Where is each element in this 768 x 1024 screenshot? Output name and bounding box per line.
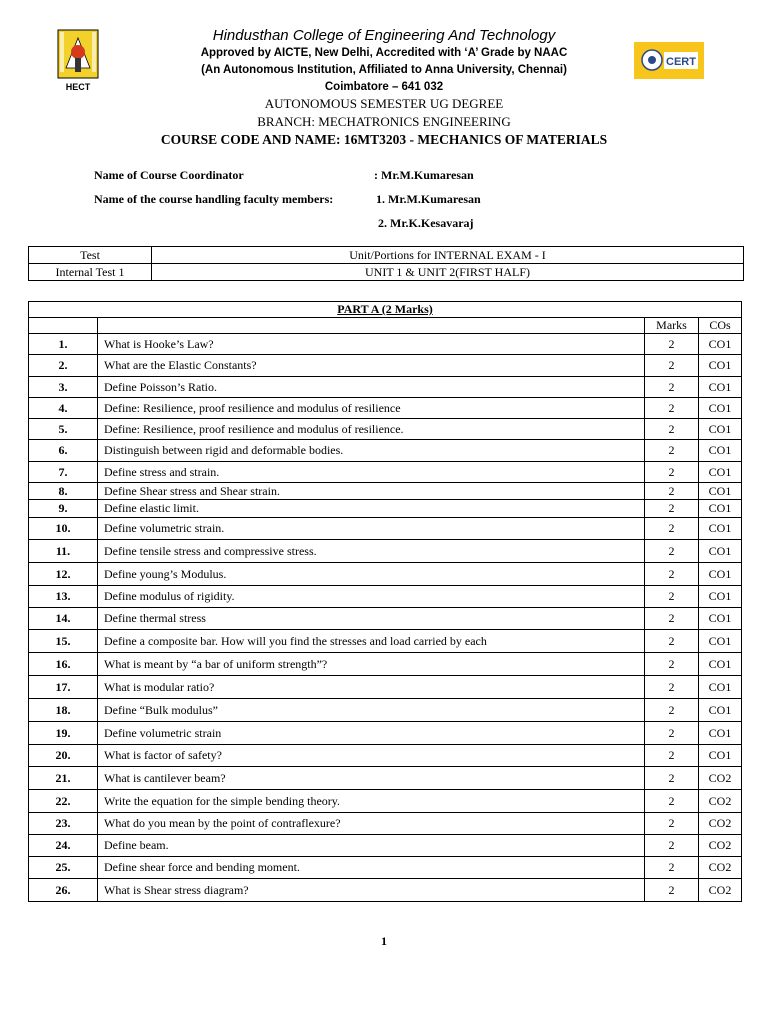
question-marks: 2 (645, 500, 699, 518)
faculty-1: 1. Mr.M.Kumaresan (376, 192, 481, 206)
question-co: CO1 (699, 398, 742, 419)
question-co: CO1 (699, 462, 742, 483)
question-marks: 2 (645, 518, 699, 540)
question-co: CO1 (699, 699, 742, 722)
question-text: What is Hooke’s Law? (98, 334, 645, 355)
question-row (29, 355, 742, 377)
question-marks: 2 (645, 745, 699, 767)
question-text: Define volumetric strain (98, 722, 645, 745)
question-row (29, 699, 742, 722)
question-row (29, 630, 742, 653)
test-header: Test (29, 247, 152, 264)
question-number: 23. (29, 813, 98, 835)
question-row (29, 767, 742, 790)
question-number: 4. (29, 398, 98, 419)
question-text: Define volumetric strain. (98, 518, 645, 540)
question-row (29, 540, 742, 563)
question-marks: 2 (645, 563, 699, 586)
question-co: CO1 (699, 377, 742, 398)
question-marks: 2 (645, 334, 699, 355)
cos-header: COs (699, 318, 742, 334)
question-marks: 2 (645, 722, 699, 745)
question-row (29, 835, 742, 857)
question-text: Define Poisson’s Ratio. (98, 377, 645, 398)
approval-line: Approved by AICTE, New Delhi, Accredited with ‘A’ Grade by NAAC (200, 47, 568, 59)
question-text: Define: Resilience, proof resilience and modulus of resilience. (98, 419, 645, 440)
question-number: 20. (29, 745, 98, 767)
question-marks: 2 (645, 790, 699, 813)
question-number: 11. (29, 540, 98, 563)
question-text: Define Shear stress and Shear strain. (98, 483, 645, 500)
test-table (28, 246, 744, 281)
question-marks: 2 (645, 813, 699, 835)
question-text: What is meant by “a bar of uniform strength”? (98, 653, 645, 676)
logo-text: HECT (65, 82, 91, 92)
question-co: CO1 (699, 440, 742, 462)
question-marks: 2 (645, 835, 699, 857)
question-marks: 2 (645, 767, 699, 790)
page-number: 1 (381, 934, 387, 948)
question-text: Define modulus of rigidity. (98, 586, 645, 608)
question-co: CO2 (699, 879, 742, 902)
coordinator-label: Name of Course Coordinator (94, 168, 244, 182)
question-number: 10. (29, 518, 98, 540)
question-number: 21. (29, 767, 98, 790)
question-co: CO1 (699, 518, 742, 540)
question-number: 25. (29, 857, 98, 879)
question-co: CO1 (699, 586, 742, 608)
question-marks: 2 (645, 540, 699, 563)
question-text: Define a composite bar. How will you find the stresses and load carried by each (98, 630, 645, 653)
question-text: Define tensile stress and compressive stress. (98, 540, 645, 563)
question-row (29, 857, 742, 879)
coordinator-value: : Mr.M.Kumaresan (374, 168, 474, 182)
question-row (29, 398, 742, 419)
question-number: 2. (29, 355, 98, 377)
question-co: CO2 (699, 857, 742, 879)
question-co: CO1 (699, 653, 742, 676)
question-text: Define young’s Modulus. (98, 563, 645, 586)
question-text: What is factor of safety? (98, 745, 645, 767)
question-co: CO1 (699, 355, 742, 377)
question-row (29, 334, 742, 355)
question-number: 26. (29, 879, 98, 902)
question-marks: 2 (645, 377, 699, 398)
questions-table (28, 301, 742, 902)
question-co: CO2 (699, 813, 742, 835)
question-co: CO1 (699, 500, 742, 518)
question-number: 7. (29, 462, 98, 483)
question-co: CO2 (699, 790, 742, 813)
question-number: 17. (29, 676, 98, 699)
branch-title: BRANCH: MECHATRONICS ENGINEERING (257, 114, 511, 129)
question-text: Define elastic limit. (98, 500, 645, 518)
test-name: Internal Test 1 (29, 264, 152, 281)
question-row (29, 440, 742, 462)
question-marks: 2 (645, 608, 699, 630)
question-co: CO1 (699, 483, 742, 500)
question-text: Define beam. (98, 835, 645, 857)
question-marks: 2 (645, 440, 699, 462)
question-row (29, 879, 742, 902)
question-co: CO1 (699, 563, 742, 586)
question-row (29, 745, 742, 767)
question-number: 8. (29, 483, 98, 500)
faculty-2: 2. Mr.K.Kesavaraj (378, 216, 474, 230)
question-row (29, 518, 742, 540)
question-co: CO1 (699, 540, 742, 563)
question-text: Distinguish between rigid and deformable bodies. (98, 440, 645, 462)
question-row (29, 563, 742, 586)
question-text: Write the equation for the simple bending theory. (98, 790, 645, 813)
question-co: CO2 (699, 767, 742, 790)
test-portions: UNIT 1 & UNIT 2(FIRST HALF) (152, 264, 744, 281)
question-marks: 2 (645, 653, 699, 676)
question-marks: 2 (645, 419, 699, 440)
autonomous-line: (An Autonomous Institution, Affiliated to Anna University, Chennai) (201, 64, 567, 76)
part-a-title: PART A (2 Marks) (29, 302, 742, 318)
question-row (29, 813, 742, 835)
question-marks: 2 (645, 586, 699, 608)
question-number: 24. (29, 835, 98, 857)
question-row (29, 790, 742, 813)
question-number: 14. (29, 608, 98, 630)
question-marks: 2 (645, 630, 699, 653)
question-co: CO2 (699, 835, 742, 857)
question-marks: 2 (645, 462, 699, 483)
college-name: Hindusthan College of Engineering And Technology (212, 27, 556, 44)
question-number: 5. (29, 419, 98, 440)
num-header (29, 318, 98, 334)
question-co: CO1 (699, 722, 742, 745)
course-title: COURSE CODE AND NAME: 16MT3203 - MECHANICS OF MATERIALS (160, 132, 608, 147)
portions-header: Unit/Portions for INTERNAL EXAM - I (152, 247, 744, 264)
question-number: 18. (29, 699, 98, 722)
question-text: What are the Elastic Constants? (98, 355, 645, 377)
question-number: 22. (29, 790, 98, 813)
question-number: 1. (29, 334, 98, 355)
question-row (29, 483, 742, 500)
question-text: What do you mean by the point of contraflexure? (98, 813, 645, 835)
question-co: CO1 (699, 419, 742, 440)
city-line: Coimbatore – 641 032 (324, 81, 444, 93)
question-number: 6. (29, 440, 98, 462)
question-text: What is Shear stress diagram? (98, 879, 645, 902)
cert-text: CERT (666, 56, 696, 68)
question-marks: 2 (645, 355, 699, 377)
question-text: Define: Resilience, proof resilience and modulus of resilience (98, 398, 645, 419)
question-marks: 2 (645, 699, 699, 722)
question-row (29, 608, 742, 630)
question-number: 16. (29, 653, 98, 676)
question-row (29, 586, 742, 608)
question-co: CO1 (699, 745, 742, 767)
question-row (29, 722, 742, 745)
question-number: 9. (29, 500, 98, 518)
question-co: CO1 (699, 334, 742, 355)
question-co: CO1 (699, 630, 742, 653)
question-row (29, 462, 742, 483)
question-number: 19. (29, 722, 98, 745)
question-row (29, 653, 742, 676)
question-text: What is cantilever beam? (98, 767, 645, 790)
question-number: 15. (29, 630, 98, 653)
question-co: CO1 (699, 676, 742, 699)
question-row (29, 377, 742, 398)
question-header (98, 318, 645, 334)
question-text: Define stress and strain. (98, 462, 645, 483)
question-number: 3. (29, 377, 98, 398)
question-text: Define “Bulk modulus” (98, 699, 645, 722)
question-marks: 2 (645, 857, 699, 879)
question-number: 12. (29, 563, 98, 586)
faculty-label: Name of the course handling faculty members: (94, 192, 334, 206)
question-row (29, 500, 742, 518)
question-marks: 2 (645, 879, 699, 902)
semester-title: AUTONOMOUS SEMESTER UG DEGREE (264, 96, 504, 111)
question-row (29, 676, 742, 699)
question-co: CO1 (699, 608, 742, 630)
question-text: Define thermal stress (98, 608, 645, 630)
question-marks: 2 (645, 483, 699, 500)
question-text: Define shear force and bending moment. (98, 857, 645, 879)
question-marks: 2 (645, 676, 699, 699)
marks-header: Marks (645, 318, 699, 334)
question-marks: 2 (645, 398, 699, 419)
question-number: 13. (29, 586, 98, 608)
question-text: What is modular ratio? (98, 676, 645, 699)
question-row (29, 419, 742, 440)
